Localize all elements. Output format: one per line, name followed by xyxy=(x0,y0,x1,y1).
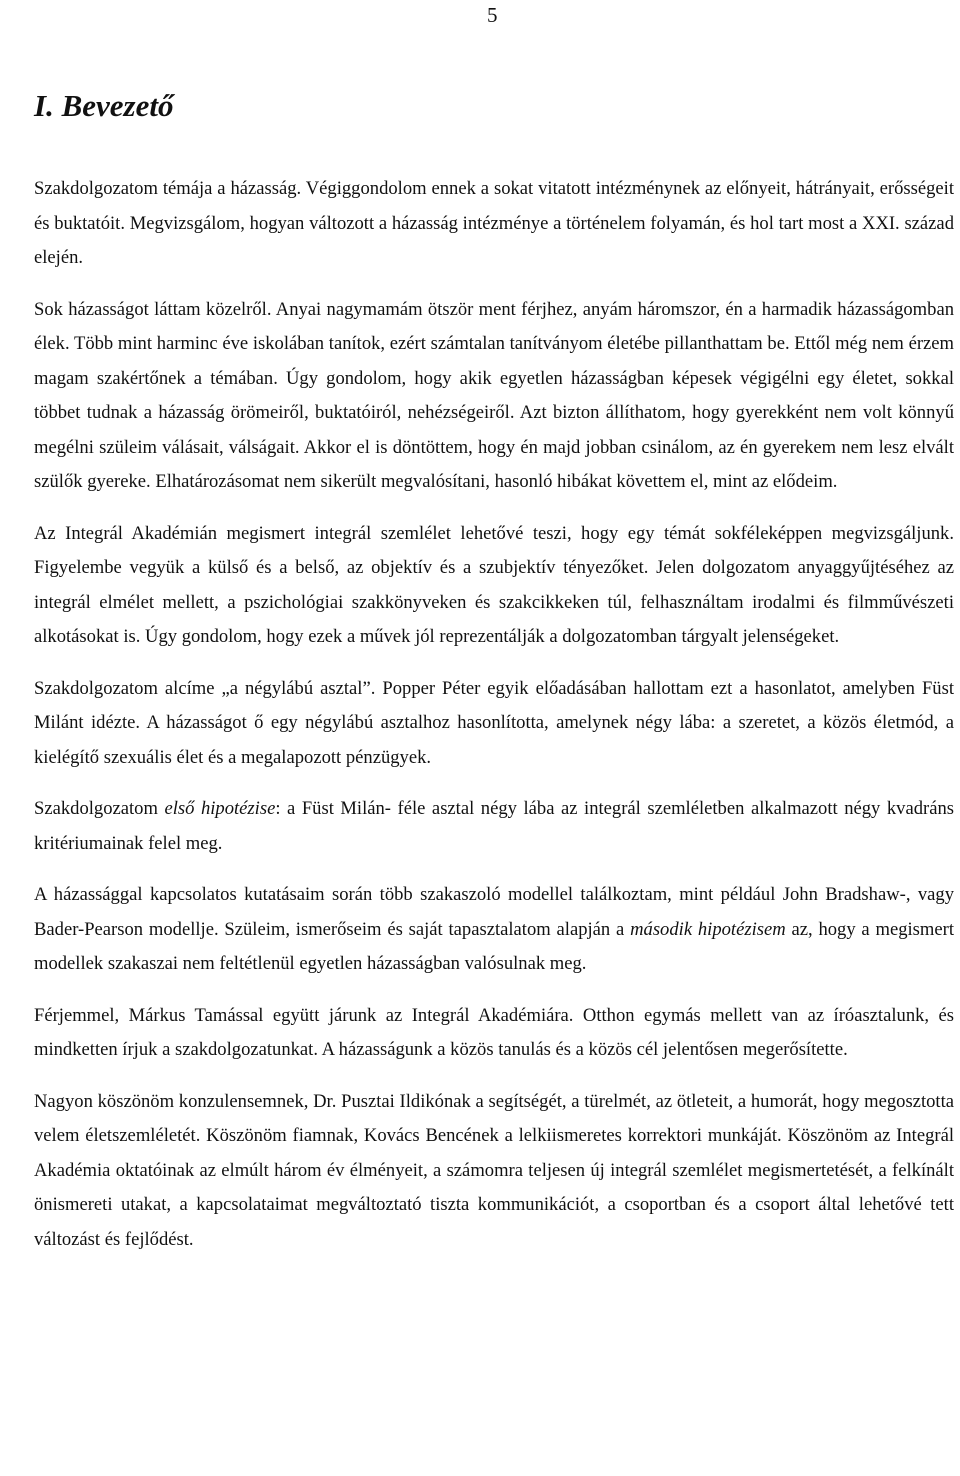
paragraph-husband: Férjemmel, Márkus Tamással együtt járunk az Integrál Akadémiára. Otthon egymás mellett van az íróasztalunk, és mindketten írjuk a szakdolgozatunkat. A házasságunk a közös tanulás és a közös cél jelentősen megerősítette. xyxy=(34,1004,954,1060)
emphasis-first-hypothesis: első hipotézise xyxy=(164,798,276,819)
paragraph-first-hypothesis xyxy=(34,792,954,861)
paragraph-integral-approach: Az Integrál Akadémián megismert integrál szemlélet lehetővé teszi, hogy egy témát sokféleképpen megvizsgáljunk. Figyelembe vegyük a külső és a belső, az objektív és a szubjektív tényezőket. Jelen dolgozatom anyaggyűjtéséhez az integrál elmélet mellett, a pszichológiai szakkönyveken és szakcikkeken túl, felhasználtam irodalmi és filmművészeti alkotásokat is. Úgy gondolom, hogy ezek a művek jól reprezentálják a dolgozatomban tárgyalt jelenségeket. xyxy=(34,522,954,647)
body-text xyxy=(34,172,954,1274)
paragraph-personal-background: Sok házasságot láttam közelről. Anyai nagymamám ötször ment férjhez, anyám háromszor, én a harmadik házasságomban élek. Több mint harminc éve iskolában tanítok, ezért számtalan tanítványom életébe pillanthattam be. Ettől még nem érzem magam szakértőnek a témában. Úgy gondolom, hogy akik egyetlen házasságban képesek végigélni egy életet, sokkal többet tudnak a házasság örömeiről, buktatóiról, nehézségeiről. Azt bizton állíthatom, hogy gyerekként nem volt könnyű megélni szüleim válásait, válságait. Akkor el is döntöttem, hogy én majd jobban csinálom, az én gyerekem nem lesz elvált szülők gyereke. Elhatározásomat nem sikerült megvalósítani, hasonló hibákat követtem el, mint az elődeim. xyxy=(34,298,954,492)
page-number: 5 xyxy=(487,3,498,27)
chapter-title: I. Bevezető xyxy=(34,88,174,123)
paragraph-acknowledgements: Nagyon köszönöm konzulensemnek, Dr. Pusztai Ildikónak a segítségét, a türelmét, az ötleteit, a humorát, hogy megosztotta velem életszemléletét. Köszönöm fiamnak, Kovács Bencének a lelkiismeretes korrektori munkáját. Köszönöm az Integrál Akadémia oktatóinak az elmúlt három év élményeit, a számomra teljesen új integrál szemlélet megismertetését, a felkínált önismereti utakat, a kapcsolataimat megváltoztató tiszta kommunikációt, a csoportban és a csoport által lehetővé tett változást és fejlődést. xyxy=(34,1090,954,1250)
paragraph-text: A házassággal kapcsolatos kutatásaim során több szakaszoló modellel találkoztam, mint például John Bradshaw-, vagy Bader-Pearson modellje. Szüleim, ismerőseim és saját tapasztalatom alapján a xyxy=(34,884,954,940)
paragraph-text: Szakdolgozatom xyxy=(34,798,165,819)
paragraph-subtitle: Szakdolgozatom alcíme „a négylábú asztal”. Popper Péter egyik előadásában hallottam ezt a hasonlatot, amelyben Füst Milánt idézte. A házasságot ő egy négylábú asztalhoz hasonlította, amelynek négy lába: a szeretet, a közös életmód, a kielégítő szexuális élet és a megalapozott pénzügyek. xyxy=(34,677,954,768)
paragraph-text: : a Füst Milán- féle asztal négy lába az integrál szemléletben alkalmazott négy kvadráns kritériumainak felel meg. xyxy=(34,798,955,854)
paragraph-topic: Szakdolgozatom témája a házasság. Végiggondolom ennek a sokat vitatott intézménynek az előnyeit, hátrányait, erősségeit és buktatóit. Megvizsgálom, hogyan változott a házasság intézménye a történelem folyamán, és hol tart most a XXI. század elején. xyxy=(34,178,954,268)
emphasis-second-hypothesis: második hipotézisem xyxy=(630,918,786,940)
paragraph-text: az, hogy a megismert modellek szakaszai nem feltétlenül egyetlen házasságban valósulnak meg. xyxy=(34,918,954,974)
paragraph-second-hypothesis xyxy=(34,878,954,982)
